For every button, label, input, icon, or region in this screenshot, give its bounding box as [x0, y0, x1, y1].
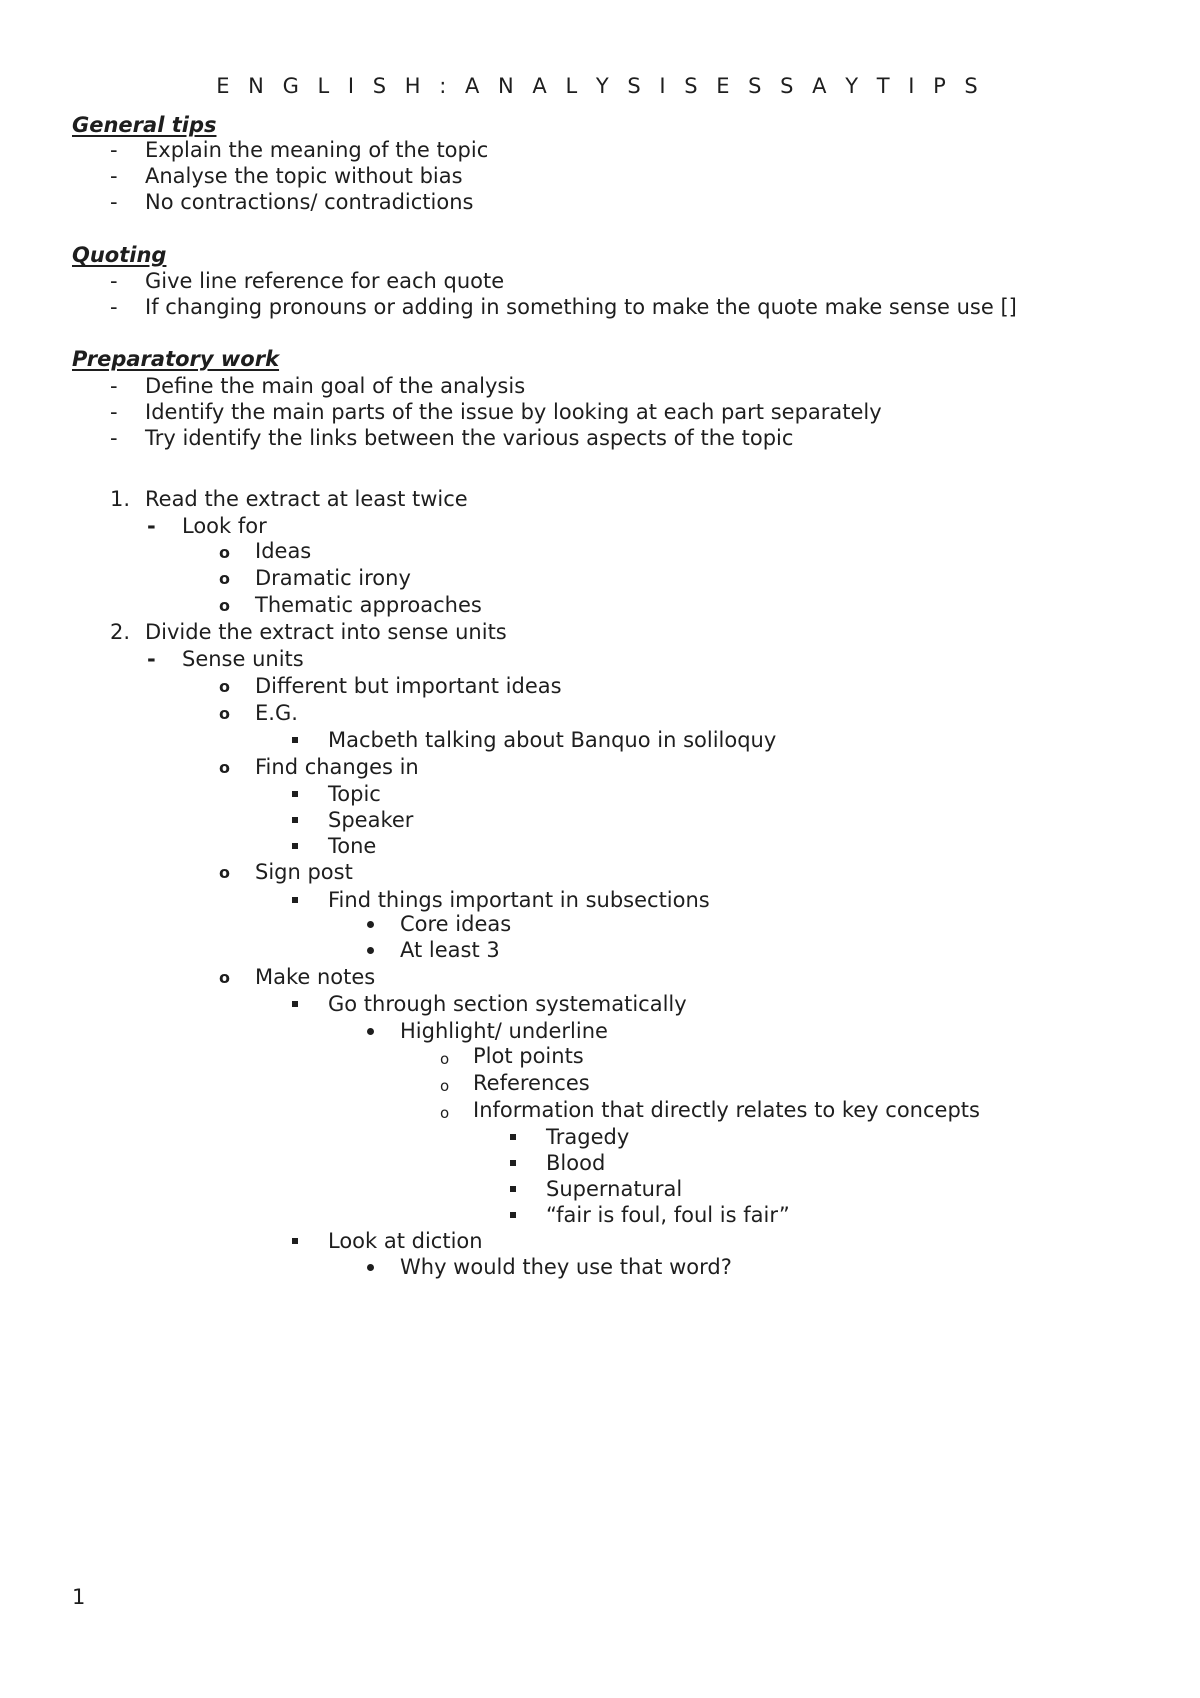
list-item: “fair is foul, foul is fair” [546, 1203, 790, 1227]
list-item: Make notes [255, 965, 376, 989]
list-item: Topic [328, 782, 381, 806]
square-bullet-icon [292, 1001, 298, 1007]
list-item: Why would they use that word? [400, 1255, 732, 1279]
dash-bullet: - [110, 400, 118, 424]
list-item: Find things important in subsections [328, 888, 710, 912]
dash-bullet: - [110, 138, 118, 162]
circle-bullet-icon: o [440, 1077, 450, 1095]
dash-bullet: - [147, 647, 156, 671]
circle-bullet-icon: o [440, 1050, 450, 1068]
step-number: 2. [110, 620, 131, 644]
preparatory-item: Try identify the links between the various aspects of the topic [145, 426, 794, 450]
quoting-item: Give line reference for each quote [145, 269, 505, 293]
square-bullet-icon [510, 1186, 516, 1192]
list-item: Find changes in [255, 755, 419, 779]
dot-bullet-icon [367, 921, 374, 928]
list-item: Dramatic irony [255, 566, 411, 590]
dot-bullet-icon [367, 1028, 374, 1035]
square-bullet-icon [510, 1212, 516, 1218]
dash-bullet: - [110, 374, 118, 398]
dash-bullet: - [110, 426, 118, 450]
list-item: Look for [182, 514, 267, 538]
list-item: E.G. [255, 701, 298, 725]
circle-bullet-icon: o [219, 863, 230, 882]
preparatory-item: Identify the main parts of the issue by looking at each part separately [145, 400, 882, 424]
square-bullet-icon [292, 817, 298, 823]
dash-bullet: - [110, 190, 118, 214]
quoting-heading: Quoting [72, 243, 167, 267]
circle-bullet-icon: o [219, 543, 230, 562]
list-item: Thematic approaches [255, 593, 482, 617]
list-item: Information that directly relates to key concepts [473, 1098, 980, 1122]
list-item: Macbeth talking about Banquo in soliloquy [328, 728, 777, 752]
list-item: References [473, 1071, 590, 1095]
dash-bullet: - [110, 164, 118, 188]
list-item: Speaker [328, 808, 414, 832]
list-item: Ideas [255, 539, 312, 563]
list-item: Core ideas [400, 912, 512, 936]
circle-bullet-icon: o [440, 1104, 450, 1122]
list-item: Supernatural [546, 1177, 683, 1201]
general-item: Explain the meaning of the topic [145, 138, 489, 162]
square-bullet-icon [292, 843, 298, 849]
square-bullet-icon [510, 1134, 516, 1140]
circle-bullet-icon: o [219, 596, 230, 615]
list-item: Go through section systematically [328, 992, 687, 1016]
list-item: Look at diction [328, 1229, 483, 1253]
document-title: E N G L I S H : A N A L Y S I S E S S A Y T I P S [216, 74, 984, 98]
list-item: At least 3 [400, 938, 500, 962]
quoting-item: If changing pronouns or adding in something to make the quote make sense use [] [145, 295, 1017, 319]
list-item: Tragedy [546, 1125, 630, 1149]
preparatory-item: Define the main goal of the analysis [145, 374, 526, 398]
dash-bullet: - [147, 514, 156, 538]
general-tips-heading: General tips [72, 113, 217, 137]
dot-bullet-icon [367, 947, 374, 954]
step-text: Read the extract at least twice [145, 487, 468, 511]
list-item: Highlight/ underline [400, 1019, 608, 1043]
dot-bullet-icon [367, 1264, 374, 1271]
general-item: Analyse the topic without bias [145, 164, 463, 188]
list-item: Blood [546, 1151, 606, 1175]
square-bullet-icon [292, 791, 298, 797]
list-item: Sign post [255, 860, 353, 884]
list-item: Sense units [182, 647, 304, 671]
list-item: Plot points [473, 1044, 584, 1068]
square-bullet-icon [292, 737, 298, 743]
list-item: Tone [328, 834, 377, 858]
dash-bullet: - [110, 269, 118, 293]
step-text: Divide the extract into sense units [145, 620, 507, 644]
circle-bullet-icon: o [219, 677, 230, 696]
list-item: Different but important ideas [255, 674, 562, 698]
square-bullet-icon [292, 1238, 298, 1244]
page-number: 1 [72, 1585, 86, 1609]
step-number: 1. [110, 487, 131, 511]
square-bullet-icon [510, 1160, 516, 1166]
preparatory-heading: Preparatory work [72, 347, 280, 371]
square-bullet-icon [292, 897, 298, 903]
circle-bullet-icon: o [219, 968, 230, 987]
general-item: No contractions/ contradictions [145, 190, 474, 214]
circle-bullet-icon: o [219, 758, 230, 777]
circle-bullet-icon: o [219, 704, 230, 723]
circle-bullet-icon: o [219, 569, 230, 588]
dash-bullet: - [110, 295, 118, 319]
